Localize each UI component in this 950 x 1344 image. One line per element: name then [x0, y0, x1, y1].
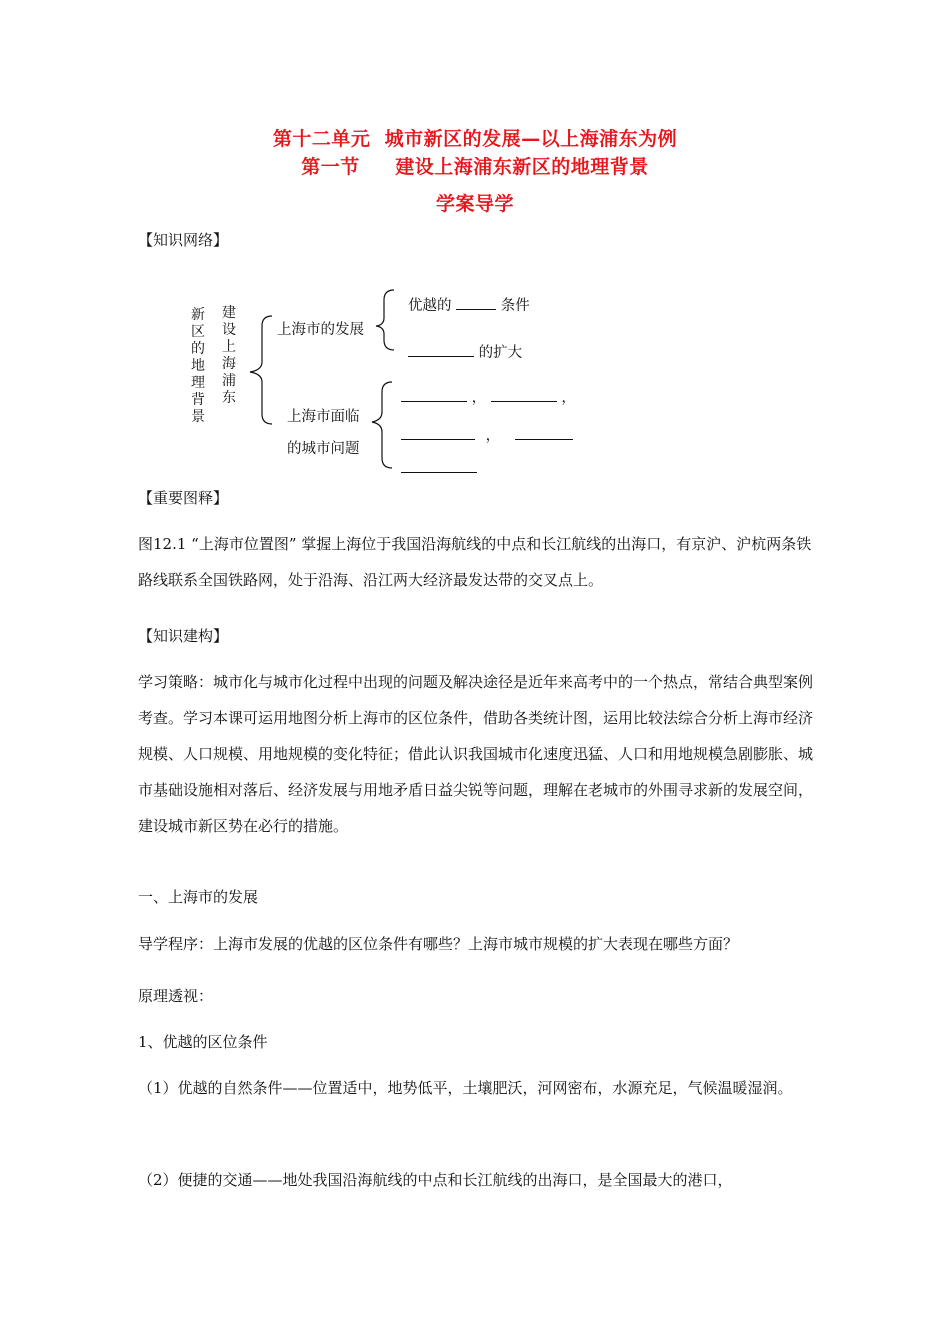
problem-row-2 [401, 424, 573, 445]
section-title: 第一节 建设上海浦东新区的地理背景 [301, 156, 649, 178]
branch-city-problems-line2: 的城市问题 [287, 441, 360, 457]
diagram-vertical-left: 新区的地理背景 [191, 307, 205, 425]
blank-expansion[interactable] [408, 342, 474, 357]
item2-suffix: 的扩大 [478, 345, 523, 361]
item1-prefix: 优越的 [408, 298, 452, 314]
blank-problem-1[interactable] [401, 387, 467, 402]
knowledge-network-heading: 【知识网络】 [138, 231, 229, 249]
comma: ， [471, 390, 487, 406]
comma: ， [561, 390, 576, 406]
construct-heading: 【知识建构】 [138, 627, 229, 645]
problem-row-3 [401, 458, 477, 477]
blank-problem-3[interactable] [401, 425, 475, 440]
heading-shanghai-development: 一、上海市的发展 [138, 888, 259, 906]
branch1-item1 [408, 294, 530, 315]
principle-label: 原理透视： [138, 987, 214, 1005]
item-transport: （2）便捷的交通——地处我国沿海航线的中点和长江航线的出海口，是全国最大的港口， [138, 1171, 733, 1189]
point-location-conditions: 1、优越的区位条件 [138, 1033, 268, 1051]
blank-condition[interactable] [456, 295, 496, 310]
blank-problem-2[interactable] [491, 387, 557, 402]
figures-heading: 【重要图释】 [138, 489, 229, 507]
comma: ， [485, 428, 501, 444]
item-natural-conditions: （1）优越的自然条件——位置适中，地势低平，土壤肥沃，河网密布，水源充足，气候温暖湿润。 [138, 1079, 793, 1097]
figure-note: 图12.1 “上海市位置图” 掌握上海位于我国沿海航线的中点和长江航线的出海口，有京沪、沪杭两条铁路线联系全国铁路网，处于沿海、沿江两大经济最发达带的交叉点上。 [138, 535, 812, 589]
item1-suffix: 条件 [500, 298, 530, 314]
problem-row-1 [401, 386, 576, 407]
branch1-item2 [408, 341, 522, 362]
branch-city-problems-line1: 上海市面临 [287, 409, 360, 425]
blank-problem-5[interactable] [401, 458, 477, 473]
unit-title: 第十二单元 城市新区的发展—以上海浦东为例 [272, 128, 678, 150]
guide-paragraph: 导学程序：上海市发展的优越的区位条件有哪些？上海市城市规模的扩大表现在哪些方面？ [138, 935, 739, 953]
diagram-vertical-right: 建设上海浦东 [222, 305, 236, 406]
branch-shanghai-development: 上海市的发展 [277, 322, 364, 338]
guide-title: 学案导学 [435, 193, 514, 215]
strategy-paragraph: 学习策略：城市化与城市化过程中出现的问题及解决途径是近年来高考中的一个热点，常结合典型案例考查。学习本课可运用地图分析上海市的区位条件，借助各类统计图，运用比较法综合分析上海市经济规模、人口规模、用地规模的变化特征；借此认识我国城市化速度迅猛、人口和用地规模急剧膨胀、城市基础设施相对落后、经济发展与用地矛盾日益尖锐等问题，理解在老城市的外围寻求新的发展空间，建设城市新区势在必行的措施。 [138, 673, 814, 835]
blank-problem-4[interactable] [515, 425, 573, 440]
